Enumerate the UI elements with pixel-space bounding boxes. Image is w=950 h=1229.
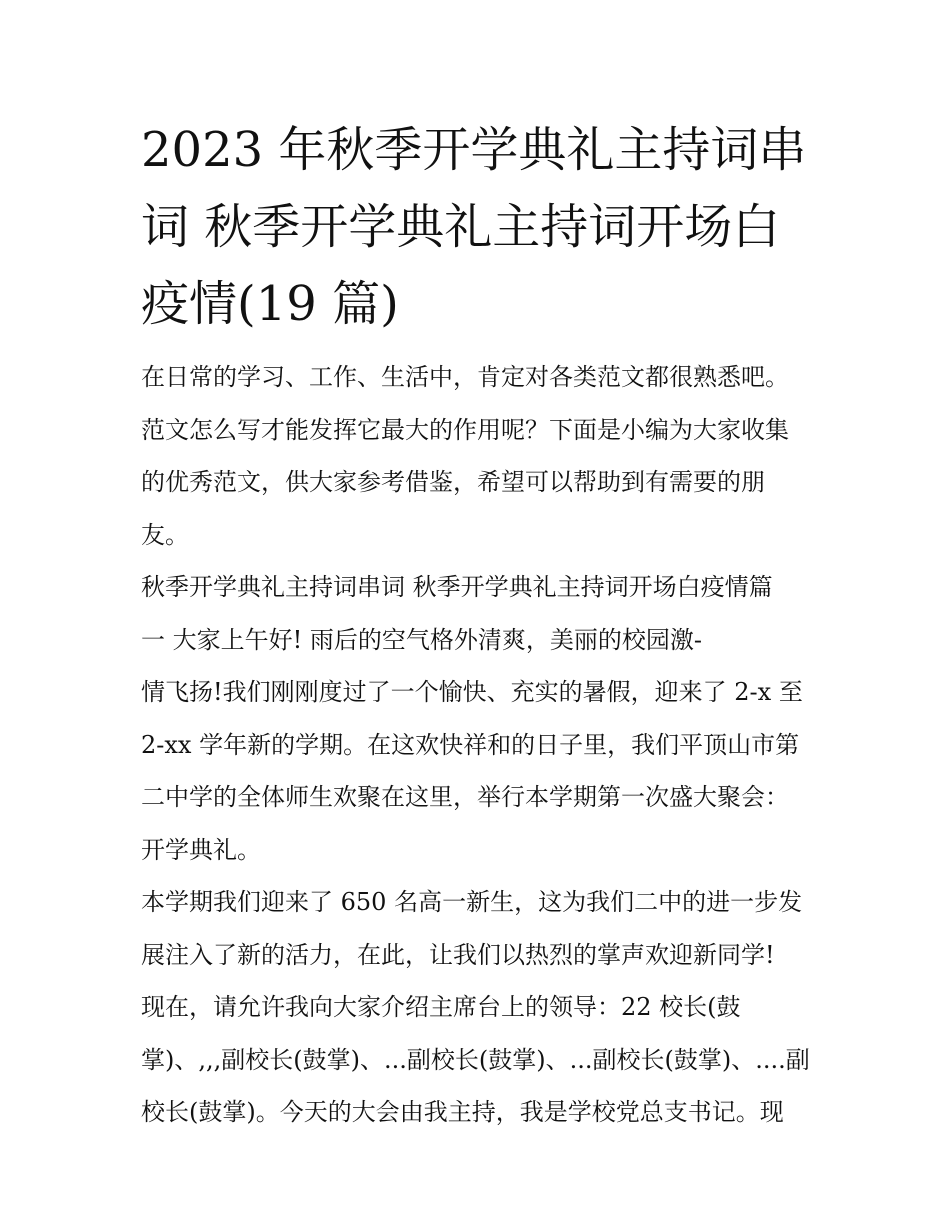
text-line: 二中学的全体师生欢聚在这里，举行本学期第一次盛大聚会： (141, 783, 789, 811)
introduction-paragraph (141, 876, 821, 1139)
text-line: 的优秀范文，供大家参考借鉴，希望可以帮助到有需要的朋 (141, 468, 765, 496)
text-line: 秋季开学典礼主持词串词 秋季开学典礼主持词开场白疫情篇 (141, 573, 773, 601)
document-title (141, 112, 821, 343)
text-line: 展注入了新的活力，在此，让我们以热烈的掌声欢迎新同学! (141, 940, 775, 969)
text-line: 开学典礼。 (141, 835, 261, 864)
text-line: 在日常的学习、工作、生活中，肯定对各类范文都很熟悉吧。 (141, 363, 789, 391)
title-line-2: 词 秋季开学典礼主持词开场白 (141, 199, 781, 255)
text-line: 情飞扬!我们刚刚度过了一个愉快、充实的暑假，迎来了 2-x 至 (141, 678, 803, 706)
text-line: 校长(鼓掌)。今天的大会由我主持，我是学校党总支书记。现 (141, 1098, 784, 1126)
text-line: 本学期我们迎来了 650 名高一新生，这为我们二中的进一步发 (141, 888, 803, 916)
text-line: 友。 (141, 520, 189, 549)
text-line: 现在，请允许我向大家介绍主席台上的领导：22 校长(鼓 (141, 993, 741, 1021)
title-line-3: 疫情(19 篇) (141, 276, 399, 332)
text-line: 掌)、,,,副校长(鼓掌)、...副校长(鼓掌)、...副校长(鼓掌)、....副 (141, 1045, 810, 1074)
document-page (141, 112, 821, 1139)
text-line: 一 大家上午好! 雨后的空气格外清爽，美丽的校园激- (141, 625, 703, 654)
intro-paragraph (141, 351, 821, 561)
text-line: 范文怎么写才能发挥它最大的作用呢？下面是小编为大家收集 (141, 415, 789, 444)
text-line: 2-xx 学年新的学期。在这欢快祥和的日子里，我们平顶山市第 (141, 730, 800, 759)
opening-paragraph (141, 561, 821, 876)
title-line-1: 2023 年秋季开学典礼主持词串 (141, 122, 807, 178)
